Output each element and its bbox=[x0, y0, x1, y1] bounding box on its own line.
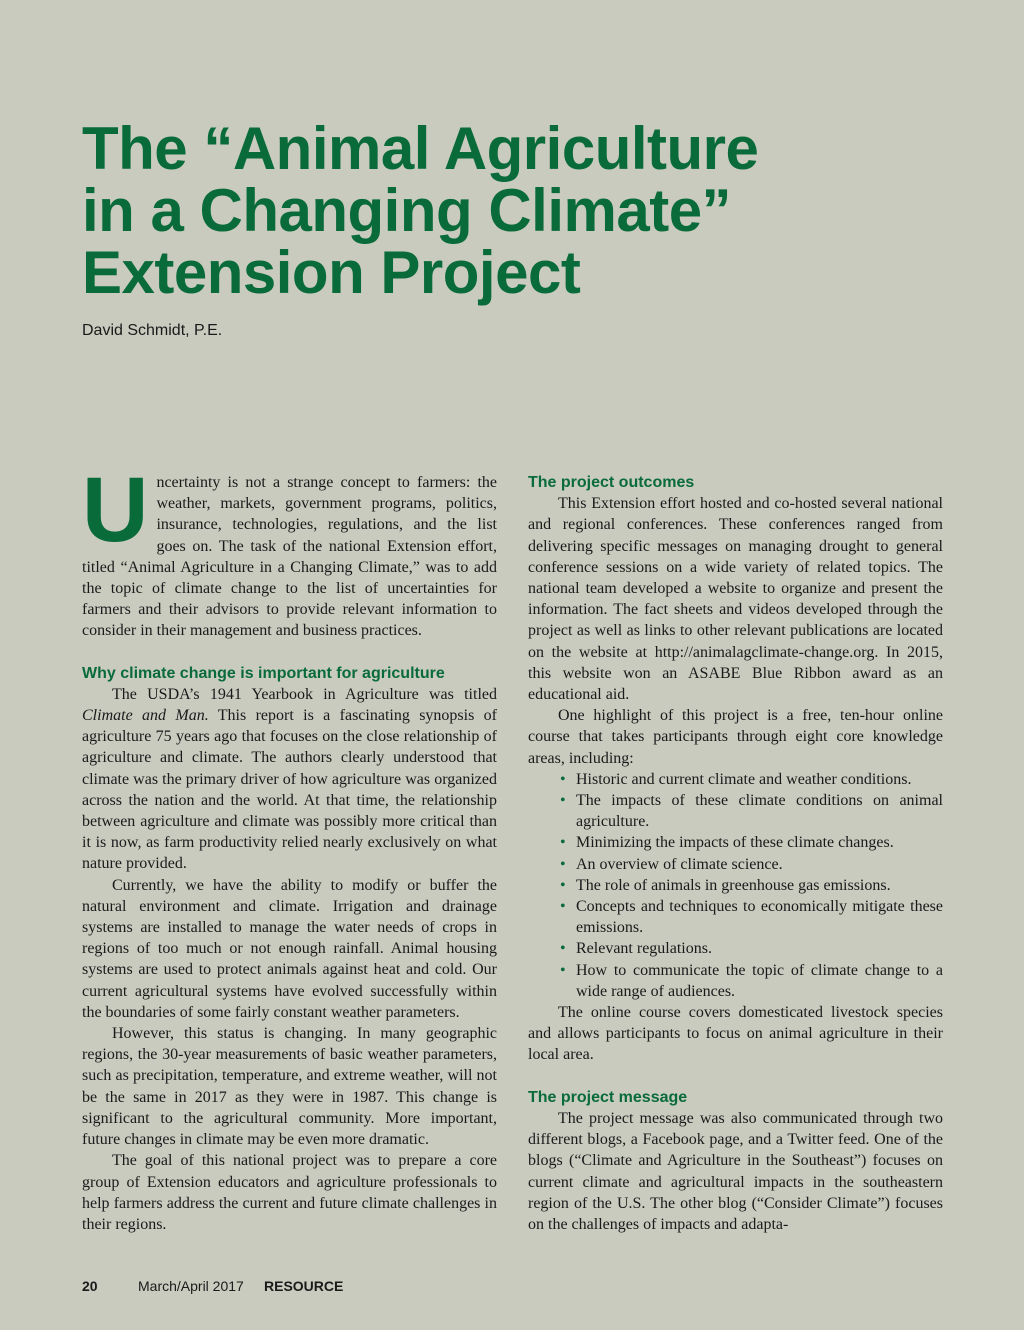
list-item: • How to communicate the topic of climate change to a wide range of audiences. bbox=[560, 961, 943, 1000]
list-item: • An overview of climate science. bbox=[576, 854, 943, 875]
magazine-name: RESOURCE bbox=[264, 1278, 344, 1294]
left-column bbox=[82, 459, 498, 1235]
book-title: Climate and Man. bbox=[82, 707, 209, 725]
paragraph-usda-yearbook bbox=[82, 684, 497, 875]
bullet-icon: • bbox=[560, 770, 566, 788]
list-item: • Historic and current climate and weather conditions. bbox=[576, 769, 943, 790]
list-item: • Minimizing the impacts of these climate changes. bbox=[576, 832, 943, 853]
paragraph-extension-effort: This Extension effort hosted and co-hosted several national and regional conferences. These conferences ranged from delivering specific messages on managing drought to general conference sessions on a wide variety of related topics. The national team developed a website to organize and present the information. The fact sheets and videos developed through the project as well as links to other relevant publications are located on the website at http://animalagclimate-change.org. In 2015, this website won an ASABE Blue Ribbon award as an educational aid. bbox=[528, 495, 943, 704]
list-item: • Relevant regulations. bbox=[576, 938, 943, 959]
article-title bbox=[82, 115, 942, 306]
right-column bbox=[528, 472, 943, 1235]
bullet-icon: • bbox=[560, 940, 566, 958]
page-number: 20 bbox=[82, 1278, 98, 1294]
bullet-icon: • bbox=[560, 792, 566, 810]
bullet-icon: • bbox=[560, 898, 566, 916]
paragraph-online-course: One highlight of this project is a free, ten-hour online course that takes participants through eight core knowledge areas, including: bbox=[528, 707, 943, 767]
bullet-icon: • bbox=[560, 855, 566, 873]
usda-text-rest: This report is a fascinating synopsis of agriculture 75 years ago that focuses on the close relationship of agriculture and climate. The authors clearly understood that climate was the primary driver of how agriculture was organized across the nation and the world. At that time, the relationship between agriculture and climate was possibly more critical than it is now, as farm productivity relied nearly exclusively on what nature provided. bbox=[82, 707, 498, 873]
drop-cap: U bbox=[82, 459, 149, 561]
page-footer bbox=[82, 1278, 344, 1294]
section-heading-outcomes: The project outcomes bbox=[528, 474, 695, 491]
intro-text: ncertainty is not a strange concept to farmers: the weather, markets, government programs, politics, insurance, technologies, regulations, and the list goes on. The task of the national Extension effort, titled “Animal Agriculture in a Changing Climate,” was to add the topic of climate change to the list of uncertainties for farmers and their advisors to provide relevant information to consider in their management and business practices. bbox=[82, 474, 497, 640]
paragraph-currently: Currently, we have the ability to modify or buffer the natural environment and climate. Irrigation and drainage systems are installed to manage the water needs of crops in regions of too much or not enough rainfall. Animal housing systems are used to protect animals against heat and cold. Our current agricultural systems have evolved successfully within the boundaries of some fairly constant weather parameters. bbox=[82, 876, 497, 1021]
section-heading-message: The project message bbox=[528, 1088, 688, 1106]
author-byline: David Schmidt, P.E. bbox=[82, 322, 223, 339]
paragraph-however: However, this status is changing. In many geographic regions, the 30-year measurements of basic weather parameters, such as precipitation, temperature, and extreme weather, will not be the same in 2017 as they were in 1987. This change is significant to the agricultural community. More important, future changes in climate may be even more dramatic. bbox=[82, 1025, 497, 1149]
title-line-3: Extension Project bbox=[82, 239, 581, 306]
usda-text-start: The USDA’s 1941 Yearbook in Agriculture was titled bbox=[112, 685, 497, 703]
list-item: • The impacts of these climate conditions on animal agriculture. bbox=[560, 792, 943, 831]
paragraph-goal: The goal of this national project was to prepare a core group of Extension educators and agriculture professionals to help farmers address the current and future climate challenges in their regions. bbox=[82, 1152, 497, 1233]
list-item: • The role of animals in greenhouse gas emissions. bbox=[576, 875, 943, 896]
issue-date: March/April 2017 bbox=[138, 1278, 244, 1294]
list-item: • Concepts and techniques to economically mitigate these emissions. bbox=[560, 898, 943, 937]
title-line-1: The “Animal Agriculture bbox=[82, 115, 759, 182]
knowledge-areas-list bbox=[528, 769, 943, 1002]
title-line-2: in a Changing Climate” bbox=[82, 177, 732, 244]
paragraph-course-coverage: The online course covers domesticated livestock species and allows participants to focus on animal agriculture in their local area. bbox=[528, 1004, 943, 1064]
paragraph-project-message: The project message was also communicated through two different blogs, a Facebook page, and a Twitter feed. One of the blogs (“Climate and Agriculture in the Southeast”) focuses on current climate and agricultural impacts in the southeastern region of the U.S. The other blog (“Consider Climate”) focuses on the challenges of impacts and adapta- bbox=[528, 1109, 943, 1233]
section-heading-why-climate: Why climate change is important for agriculture bbox=[82, 664, 445, 682]
bullet-icon: • bbox=[560, 876, 566, 894]
bullet-icon: • bbox=[560, 834, 566, 852]
bullet-icon: • bbox=[560, 961, 566, 979]
intro-paragraph bbox=[82, 459, 497, 642]
